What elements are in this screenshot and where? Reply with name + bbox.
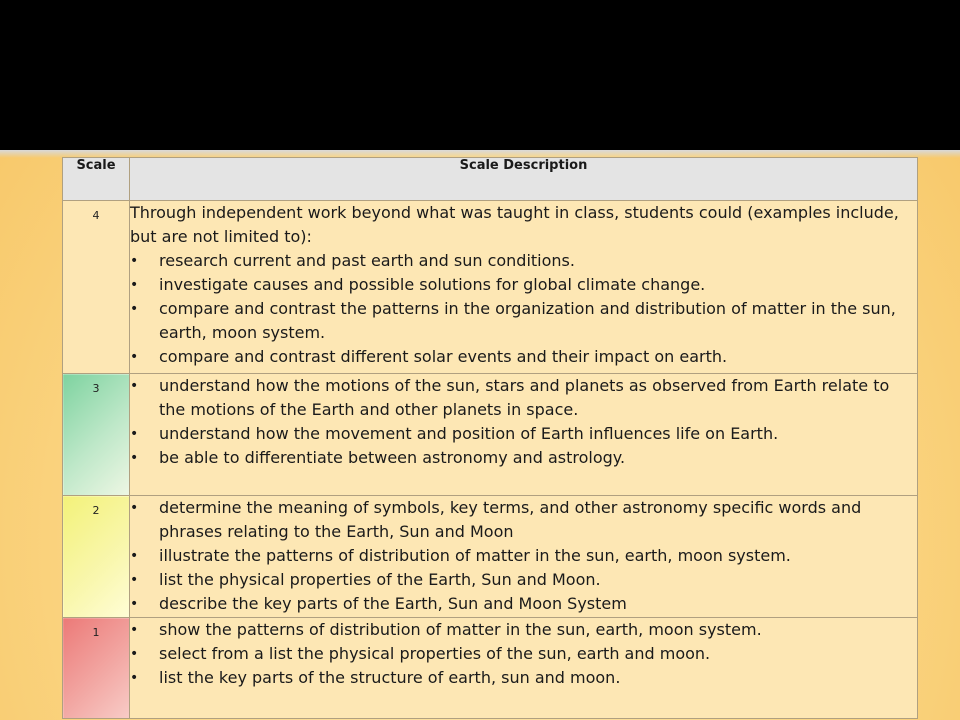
list-item: • list the physical properties of the Earth, Sun and Moon. <box>130 568 917 592</box>
list-item: • describe the key parts of the Earth, Sun and Moon System <box>130 592 917 616</box>
row-intro: Through independent work beyond what was taught in class, students could (examples include, but are not limited to): <box>130 203 899 246</box>
scale-cell <box>63 201 130 374</box>
list-item: • compare and contrast different solar events and their impact on earth. <box>130 345 917 369</box>
table-row <box>63 618 918 719</box>
description-cell <box>130 618 918 719</box>
description-cell <box>130 496 918 618</box>
list-item: • show the patterns of distribution of matter in the sun, earth, moon system. <box>130 618 917 642</box>
scale-table <box>62 157 918 719</box>
scale-column-header: Scale <box>63 158 130 201</box>
description-cell <box>130 374 918 496</box>
description-cell <box>130 201 918 374</box>
scale-value: 2 <box>92 504 100 517</box>
list-item: • list the key parts of the structure of earth, sun and moon. <box>130 666 917 690</box>
bullet-list <box>130 496 917 616</box>
title-bar <box>0 0 960 150</box>
scale-value: 1 <box>92 626 100 639</box>
list-item: • research current and past earth and sun conditions. <box>130 249 917 273</box>
scale-cell <box>63 374 130 496</box>
list-item: • compare and contrast the patterns in the organization and distribution of matter in the sun, earth, moon system. <box>130 297 917 345</box>
list-item: • be able to differentiate between astronomy and astrology. <box>130 446 917 470</box>
table-row <box>63 496 918 618</box>
scale-cell <box>63 618 130 719</box>
table-row <box>63 374 918 496</box>
list-item: • understand how the movement and position of Earth influences life on Earth. <box>130 422 917 446</box>
list-item: • understand how the motions of the sun, stars and planets as observed from Earth relate to the motions of the Earth and other planets in space. <box>130 374 917 422</box>
bullet-list <box>130 374 917 470</box>
scale-value: 3 <box>92 382 100 395</box>
bullet-list <box>130 249 917 369</box>
description-column-header: Scale Description <box>130 158 918 201</box>
bullet-list <box>130 618 917 690</box>
scale-cell <box>63 496 130 618</box>
scale-value: 4 <box>92 209 100 222</box>
list-item: • illustrate the patterns of distribution of matter in the sun, earth, moon system. <box>130 544 917 568</box>
list-item: • investigate causes and possible solutions for global climate change. <box>130 273 917 297</box>
list-item: • select from a list the physical properties of the sun, earth and moon. <box>130 642 917 666</box>
table-header-row <box>63 158 918 201</box>
list-item: • determine the meaning of symbols, key terms, and other astronomy specific words and phrases relating to the Earth, Sun and Moon <box>130 496 917 544</box>
table-row <box>63 201 918 374</box>
